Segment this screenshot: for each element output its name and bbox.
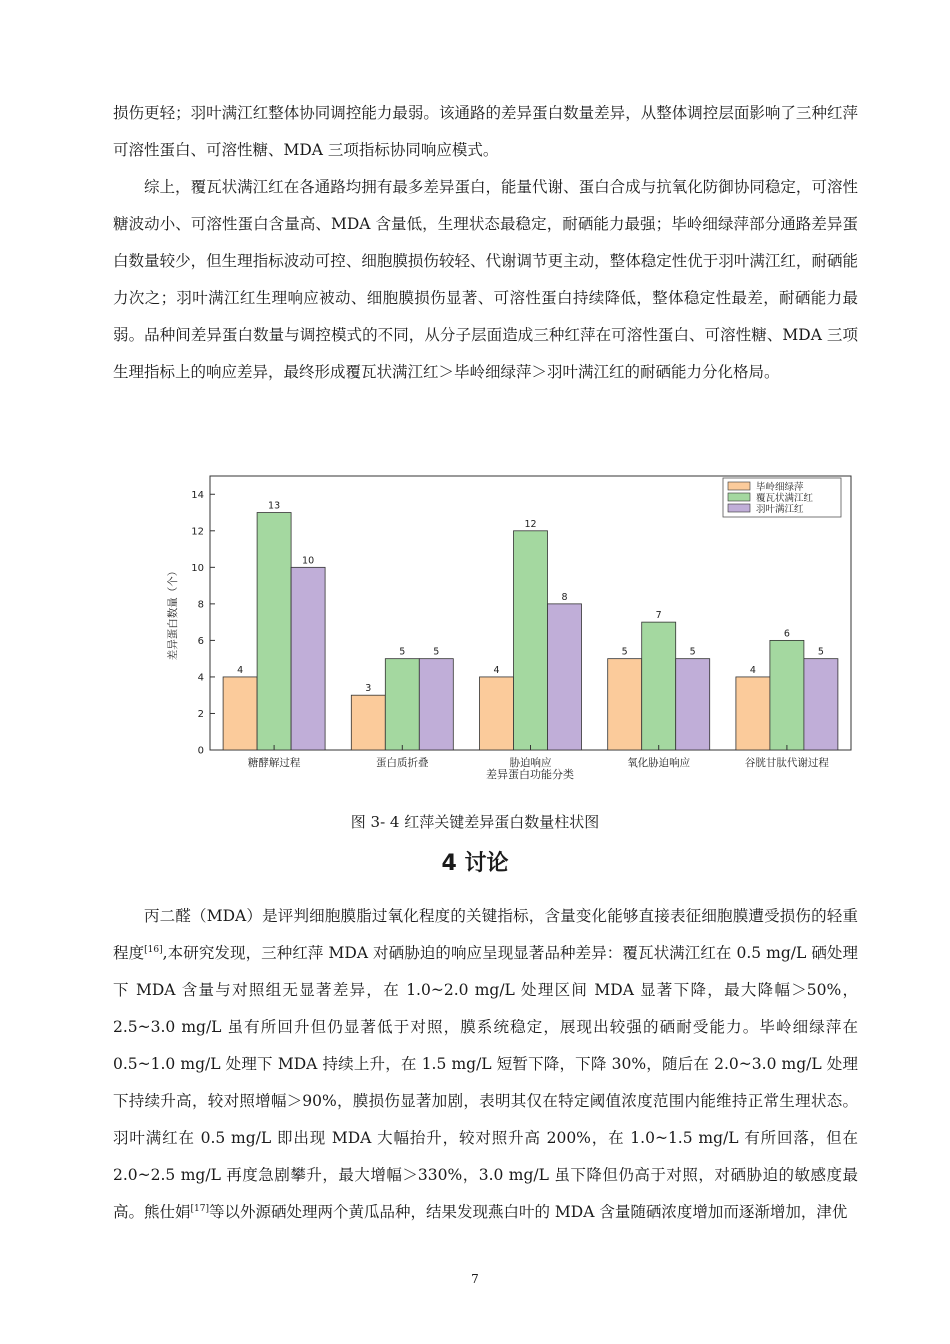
- page-number: 7: [471, 1272, 479, 1286]
- x-tick-label: 胁迫响应: [509, 757, 552, 769]
- bar-value-label: 13: [268, 500, 281, 512]
- bar: [676, 659, 710, 750]
- paragraph-3-text-a: 丙二醛（MDA）是评判细胞膜脂过氧化程度的关键指标，含量变化能够直接表征细胞膜遭受损伤的轻重程度: [113, 907, 858, 962]
- y-tick-label: 8: [197, 599, 204, 611]
- bar: [351, 695, 385, 750]
- y-tick-label: 12: [191, 526, 204, 538]
- y-axis-label: 差异蛋白数量（个）: [167, 565, 179, 661]
- legend-swatch: [728, 482, 750, 490]
- bar: [419, 659, 453, 750]
- legend-swatch: [728, 493, 750, 501]
- paragraph-1: [113, 95, 858, 169]
- bars: [223, 501, 838, 750]
- bar: [804, 659, 838, 750]
- x-axis-label: 差异蛋白功能分类: [486, 768, 574, 781]
- paragraph-1-text: 损伤更轻；羽叶满江红整体协同调控能力最弱。该通路的差异蛋白数量差异，从整体调控层面影响了三种红萍可溶性蛋白、可溶性糖、MDA 三项指标协同响应模式。: [113, 104, 858, 159]
- bar: [385, 659, 419, 750]
- chart-legend: [723, 478, 841, 517]
- bar-value-label: 10: [302, 555, 315, 567]
- bar-value-label: 4: [493, 664, 500, 676]
- bar: [291, 567, 325, 750]
- bar: [770, 640, 804, 750]
- paragraph-2: [113, 169, 858, 391]
- bar: [514, 531, 548, 750]
- bar-value-label: 5: [689, 646, 696, 658]
- bar-value-label: 8: [561, 591, 568, 603]
- bar: [257, 513, 291, 750]
- bar: [223, 677, 257, 750]
- legend-label: 羽叶满江红: [756, 504, 804, 515]
- legend-label: 覆瓦状满江红: [756, 493, 814, 504]
- bar-value-label: 4: [749, 664, 756, 676]
- figure-caption: 图 3- 4 红萍关键差异蛋白数量柱状图: [350, 813, 600, 831]
- x-tick-label: 谷胱甘肽代谢过程: [744, 757, 829, 769]
- y-axis: [191, 490, 215, 757]
- bar-value-label: 4: [237, 664, 244, 676]
- citation-16: [16]: [144, 944, 163, 955]
- bar: [736, 677, 770, 750]
- bar: [480, 677, 514, 750]
- paragraph-3-text-c: 等以外源硒处理两个黄瓜品种，结果发现燕白叶的 MDA 含量随硒浓度增加而逐渐增加，津优: [209, 1203, 848, 1221]
- bar-value-label: 5: [621, 646, 628, 658]
- bar-value-label: 7: [655, 610, 662, 622]
- bar-value-label: 12: [524, 518, 537, 530]
- y-tick-label: 4: [197, 672, 204, 684]
- section-heading: 4 讨论: [441, 851, 509, 876]
- paragraph-2-text: 综上，覆瓦状满江红在各通路均拥有最多差异蛋白，能量代谢、蛋白合成与抗氧化防御协同稳定，可溶性糖波动小、可溶性蛋白含量高、MDA 含量低，生理状态最稳定，耐硒能力最强；毕岭细绿萍部分通路差异蛋白数量较少，但生理指标波动可控、细胞膜损伤较轻、代谢调节更主动，整体稳定性优于羽叶满江红，耐硒能力次之；羽叶满江红生理响应被动、细胞膜损伤显著、可溶性蛋白持续降低，整体稳定性最差，耐硒能力最弱。品种间差异蛋白数量与调控模式的不同，从分子层面造成三种红萍在可溶性蛋白、可溶性糖、MDA 三项生理指标上的响应差异，最终形成覆瓦状满江红＞毕岭细绿萍＞羽叶满江红的耐硒能力分化格局。: [113, 178, 858, 381]
- citation-17: [17]: [190, 1203, 209, 1214]
- bar: [642, 622, 676, 750]
- legend-swatch: [728, 504, 750, 512]
- bar-value-label: 5: [399, 646, 406, 658]
- bar-value-label: 5: [817, 646, 824, 658]
- x-tick-label: 糖酵解过程: [247, 757, 301, 769]
- y-tick-label: 14: [191, 489, 204, 501]
- x-tick-label: 蛋白质折叠: [376, 757, 429, 769]
- paragraph-3: [113, 898, 858, 1231]
- bar: [608, 659, 642, 750]
- bar-value-label: 5: [433, 646, 440, 658]
- bar-value-label: 6: [783, 628, 790, 640]
- y-tick-label: 2: [197, 708, 204, 720]
- paragraph-3-text-b: ,本研究发现，三种红萍 MDA 对硒胁迫的响应呈现显著品种差异：覆瓦状满江红在 0.5 mg/L 硒处理下 MDA 含量与对照组无显著差异，在 1.0~2.0 mg/L 处理区间 MDA 显著下降，最大降幅＞50%，2.5~3.0 mg/L 虽有所回升但仍显著低于对照，膜系统稳定，展现出较强的硒耐受能力。毕岭细绿萍在 0.5~1.0 mg/L 处理下 MDA 持续上升，在 1.5 mg/L 短暂下降，下降 30%，随后在 2.0~3.0 mg/L 处理下持续升高，较对照增幅＞90%，膜损伤显著加剧，表明其仅在特定阈值浓度范围内能维持正常生理状态。羽叶满红在 0.5 mg/L 即出现 MDA 大幅抬升，较对照升高 200%，在 1.0~1.5 mg/L 有所回落，但在 2.0~2.5 mg/L 再度急剧攀升，最大增幅＞330%，3.0 mg/L 虽下降但仍高于对照，对硒胁迫的敏感度最高。熊仕娟: [113, 944, 858, 1221]
- legend-label: 毕岭细绿萍: [756, 482, 804, 493]
- y-tick-label: 0: [197, 745, 204, 757]
- x-tick-label: 氧化胁迫响应: [627, 757, 691, 769]
- y-tick-label: 6: [197, 635, 204, 647]
- y-tick-label: 10: [191, 562, 204, 574]
- bar-chart: [160, 462, 860, 792]
- bar-value-label: 3: [365, 683, 372, 695]
- bar: [548, 604, 582, 750]
